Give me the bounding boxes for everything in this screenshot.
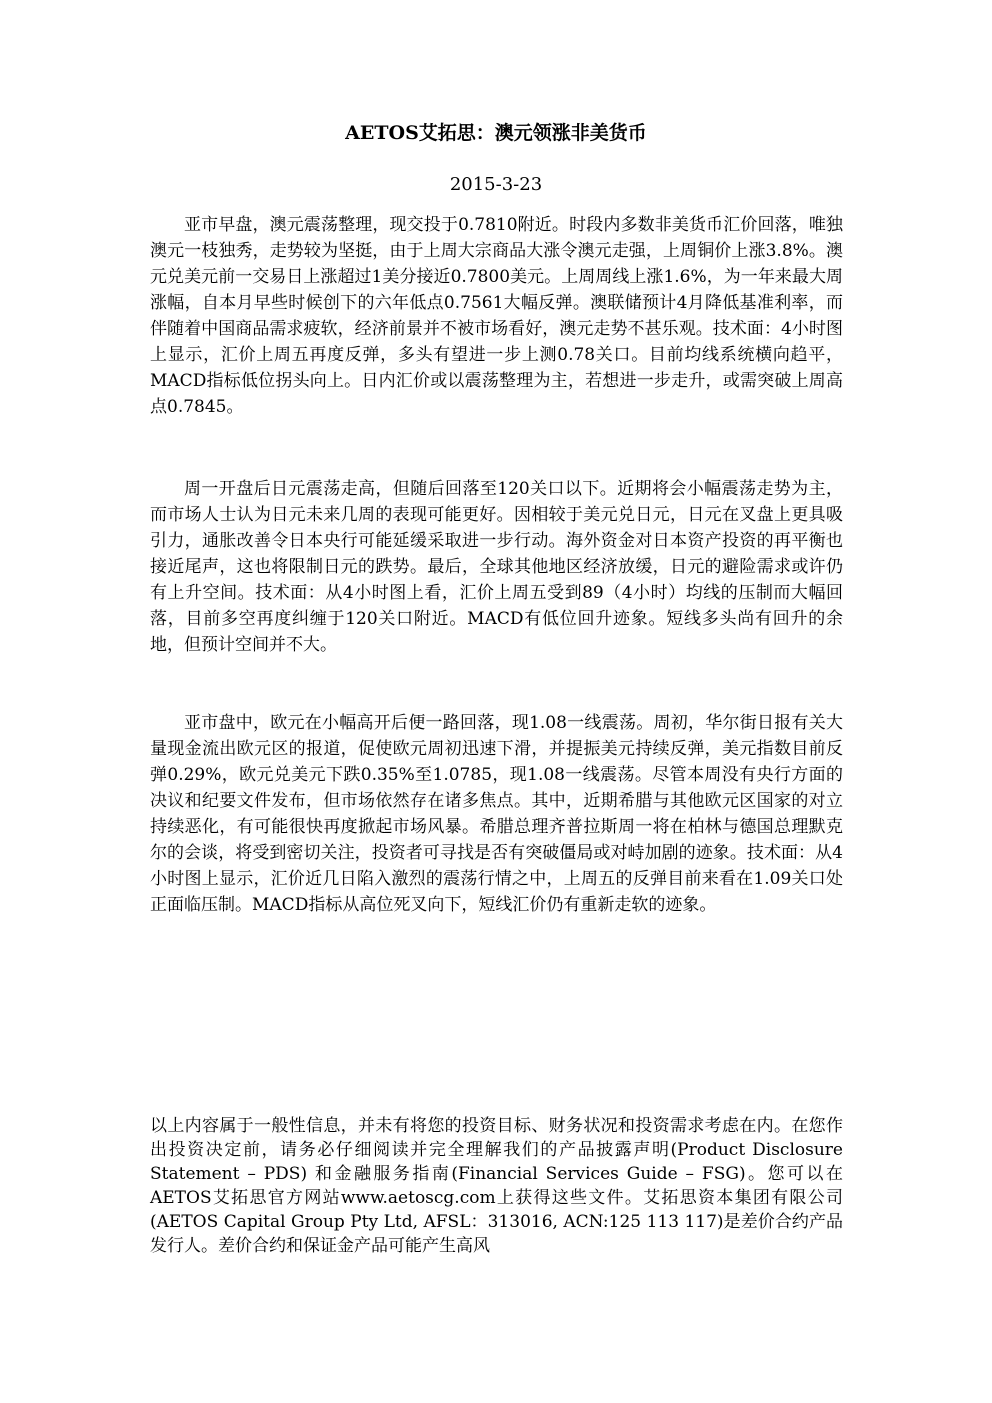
disclaimer-text: 以上内容属于一般性信息，并未有将您的投资目标、财务状况和投资需求考虑在内。在您作出投资决定前，请务必仔细阅读并完全理解我们的产品披露声明(Product Disclosure Statement – PDS) 和金融服务指南(Financial Services Guide – FSG)。您可以在AETOS艾拓思官方网站www.aetoscg.com上获得这些文件。艾拓思资本集团有限公司(AETOS Capital Group Pty Ltd, AFSL：313016, ACN:125 113 117)是差价合约产品发行人。差价合约和保证金产品可能产生高风 [150, 1116, 843, 1256]
paragraph-aud: 亚市早盘，澳元震荡整理，现交投于0.7810附近。时段内多数非美货币汇价回落，唯独澳元一枝独秀，走势较为坚挺，由于上周大宗商品大涨令澳元走强，上周铜价上涨3.8%。澳元兑美元前一交易日上涨超过1美分接近0.7800美元。上周周线上涨1.6%，为一年来最大周涨幅，自本月早些时候创下的六年低点0.7561大幅反弹。澳联储预计4月降低基准利率，而伴随着中国商品需求疲软，经济前景并不被市场看好，澳元走势不甚乐观。技术面：4小时图上显示，汇价上周五再度反弹，多头有望进一步上测0.78关口。目前均线系统横向趋平，MACD指标低位拐头向上。日内汇价或以震荡整理为主，若想进一步走升，或需突破上周高点0.7845。 [150, 215, 843, 417]
document-date: 2015-3-23 [449, 174, 543, 195]
paragraph-jpy: 周一开盘后日元震荡走高，但随后回落至120关口以下。近期将会小幅震荡走势为主，而市场人士认为日元未来几周的表现可能更好。因相较于美元兑日元，日元在叉盘上更具吸引力，通胀改善令日本央行可能延缓采取进一步行动。海外资金对日本资产投资的再平衡也接近尾声，这也将限制日元的跌势。最后，全球其他地区经济放缓，日元的避险需求或许仍有上升空间。技术面：从4小时图上看，汇价上周五受到89（4小时）均线的压制而大幅回落，目前多空再度纠缠于120关口附近。MACD有低位回升迹象。短线多头尚有回升的余地，但预计空间并不大。 [150, 479, 843, 655]
paragraph-eur: 亚市盘中，欧元在小幅高开后便一路回落，现1.08一线震荡。周初，华尔街日报有关大量现金流出欧元区的报道，促使欧元周初迅速下滑，并提振美元持续反弹，美元指数目前反弹0.29%，欧元兑美元下跌0.35%至1.0785，现1.08一线震荡。尽管本周没有央行方面的决议和纪要文件发布，但市场依然存在诸多焦点。其中，近期希腊与其他欧元区国家的对立持续恶化，有可能很快再度掀起市场风暴。希腊总理齐普拉斯周一将在柏林与德国总理默克尔的会谈，将受到密切关注，投资者可寻找是否有突破僵局或对峙加剧的迹象。技术面：从4小时图上显示，汇价近几日陷入激烈的震荡行情之中，上周五的反弹目前来看在1.09关口处正面临压制。MACD指标从高位死叉向下，短线汇价仍有重新走软的迹象。 [150, 713, 843, 915]
document-title: AETOS艾拓思：澳元领涨非美货币 [345, 122, 647, 144]
